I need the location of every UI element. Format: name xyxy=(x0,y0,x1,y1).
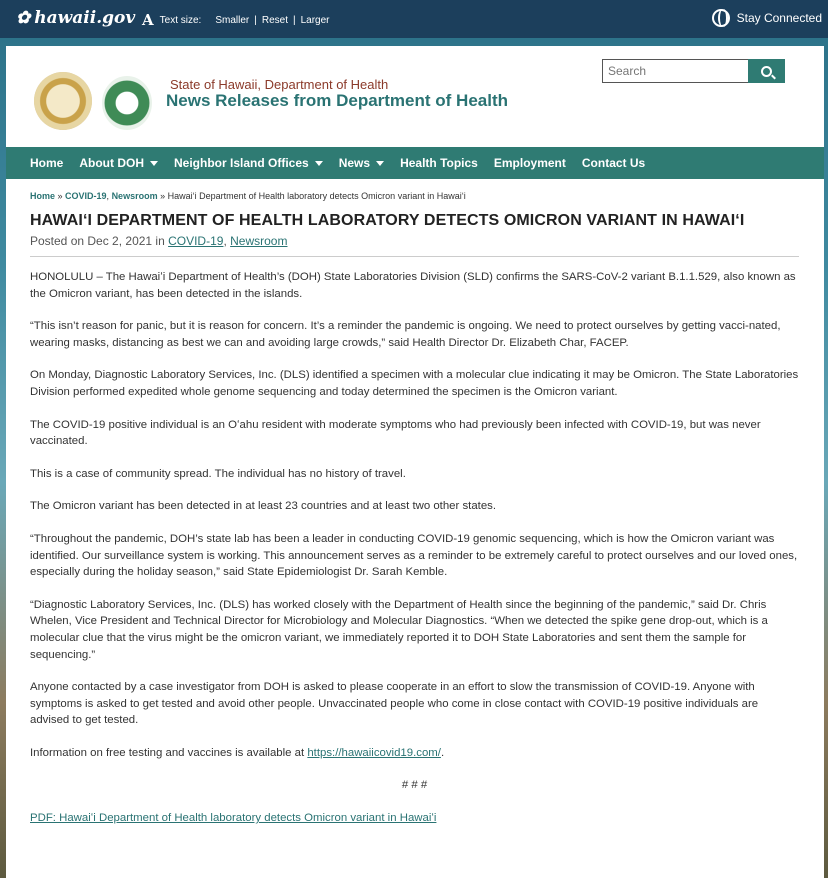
nav-home[interactable]: Home xyxy=(30,156,64,170)
search-icon xyxy=(761,66,772,77)
paragraph: On Monday, Diagnostic Laboratory Services, Inc. (DLS) identified a specimen with a molecular clue indicating it may be Omicron. The State Laboratories Division performed expedited whole genome sequencing and today determined the specimen is the Omicron variant. xyxy=(30,369,799,398)
globe-icon xyxy=(712,9,730,27)
text-smaller-link[interactable]: Smaller xyxy=(215,14,250,26)
stay-connected-label: Stay Connected xyxy=(736,11,822,25)
site-header xyxy=(6,46,824,147)
paragraph: This is a case of community spread. The individual has no history of travel. xyxy=(30,467,406,480)
chevron-down-icon xyxy=(376,161,384,166)
nav-health-topics[interactable]: Health Topics xyxy=(400,156,478,170)
article-body xyxy=(30,269,799,827)
breadcrumb: Home » COVID-19, Newsroom » Hawaiʻi Department of Health laboratory detects Omicron variant in Hawaiʻi xyxy=(30,191,466,201)
site-title[interactable]: News Releases from Department of Health xyxy=(166,91,508,110)
category-link-covid19[interactable]: COVID-19 xyxy=(168,234,224,248)
paragraph: Information on free testing and vaccines is available at https://hawaiicovid19.com/. xyxy=(30,746,445,759)
search-form xyxy=(602,59,785,83)
main-nav xyxy=(6,147,824,179)
nav-news[interactable]: News xyxy=(339,156,384,170)
paragraph: “Diagnostic Laboratory Services, Inc. (DLS) has worked closely with the Department of Health since the beginning of the pandemic,” said Dr. Chris Whelen, Vice President and Technical Director for Microbiology and Molecular Diagnostics. “When we detected the spike gene drop-out, which is a molecular clue that the virus might be the omicron variant, we immediately reported it to DOH State Laboratories and sent them the sample for sequencing.” xyxy=(30,598,768,661)
state-seal-icon xyxy=(34,72,92,130)
paragraph: “This isn’t reason for panic, but it is reason for concern. It’s a reminder the pandemic is ongoing. We need to protect ourselves by getting vacci-nated, wearing masks, distancing as best we can and avoiding large crowds,” said Health Director Dr. Elizabeth Char, FACEP. xyxy=(30,320,781,349)
text-size-controls xyxy=(142,11,329,29)
breadcrumb-newsroom[interactable]: Newsroom xyxy=(111,191,158,201)
chevron-down-icon xyxy=(315,161,323,166)
text-reset-link[interactable]: Reset xyxy=(261,14,288,26)
paragraph: Anyone contacted by a case investigator from DOH is asked to please cooperate in an effort to slow the transmission of COVID-19. Anyone with symptoms is asked to get tested and avoid other people. Unvaccinated people who come in close contact with COVID-19 positive individuals are advised to get tested. xyxy=(30,681,759,727)
doh-seal-icon xyxy=(102,76,152,130)
top-bar xyxy=(0,0,828,38)
paragraph xyxy=(30,810,799,827)
nav-contact-us[interactable]: Contact Us xyxy=(581,156,646,170)
breadcrumb-current: Hawaiʻi Department of Health laboratory detects Omicron variant in Hawaiʻi xyxy=(167,191,466,201)
divider: | xyxy=(292,14,296,26)
category-link-newsroom[interactable]: Newsroom xyxy=(230,234,288,248)
divider: | xyxy=(254,14,257,26)
breadcrumb-home[interactable]: Home xyxy=(30,191,56,201)
search-button[interactable] xyxy=(748,59,785,83)
nav-about-doh[interactable]: About DOH xyxy=(79,156,158,170)
text-larger-link[interactable]: Larger xyxy=(300,14,330,26)
nav-employment[interactable]: Employment xyxy=(493,156,566,170)
article-content xyxy=(6,191,824,827)
hawaiicovid19-link[interactable]: https://hawaiicovid19.com/ xyxy=(307,746,441,759)
breadcrumb-covid19[interactable]: COVID-19 xyxy=(65,191,107,201)
hawaii-gov-text: hawaii.gov xyxy=(34,8,136,28)
site-subtitle: State of Hawaii, Department of Health xyxy=(170,77,389,92)
hawaii-gov-logo[interactable] xyxy=(16,8,135,28)
pdf-link[interactable]: PDF: Hawaiʻi Department of Health laboratory detects Omicron variant in Hawaiʻi xyxy=(30,812,437,825)
post-meta: Posted on Dec 2, 2021 in COVID-19, Newsroom xyxy=(30,234,288,248)
hawaii-logo-icon: ✿ xyxy=(16,8,31,28)
nav-neighbor-island-offices[interactable]: Neighbor Island Offices xyxy=(174,156,323,170)
search-input[interactable] xyxy=(602,59,748,83)
main-card xyxy=(6,46,824,878)
paragraph: “Throughout the pandemic, DOH’s state lab has been a leader in conducting COVID-19 genomic sequencing, which is how the Omicron variant was identified. Our surveillance system is working. This announcement serves as a reminder to be extremely careful to protect ourselves and our loved ones, especially during the holiday season,” said State Epidemiologist Dr. Sarah Kemble. xyxy=(30,532,798,579)
text-size-label: Text size: xyxy=(159,14,202,26)
text-size-icon: A xyxy=(142,11,154,29)
paragraph: The Omicron variant has been detected in at least 23 countries and at least two other states. xyxy=(30,500,497,513)
paragraph: The COVID-19 positive individual is an Oʻahu resident with moderate symptoms who had previously been infected with COVID-19, but was never vaccinated. xyxy=(30,418,761,448)
chevron-down-icon xyxy=(150,161,158,166)
paragraph: HONOLULU – The Hawaiʻi Department of Health’s (DOH) State Laboratories Division (SLD) confirms the SARS-CoV-2 variant B.1.1.529, also known as the Omicron variant, has been detected in the islands. xyxy=(30,271,796,300)
divider xyxy=(30,256,799,257)
article-title: HAWAIʻI DEPARTMENT OF HEALTH LABORATORY DETECTS OMICRON VARIANT IN HAWAIʻI xyxy=(30,212,745,229)
stay-connected-link[interactable] xyxy=(712,9,822,27)
end-mark: # # # xyxy=(401,779,428,792)
